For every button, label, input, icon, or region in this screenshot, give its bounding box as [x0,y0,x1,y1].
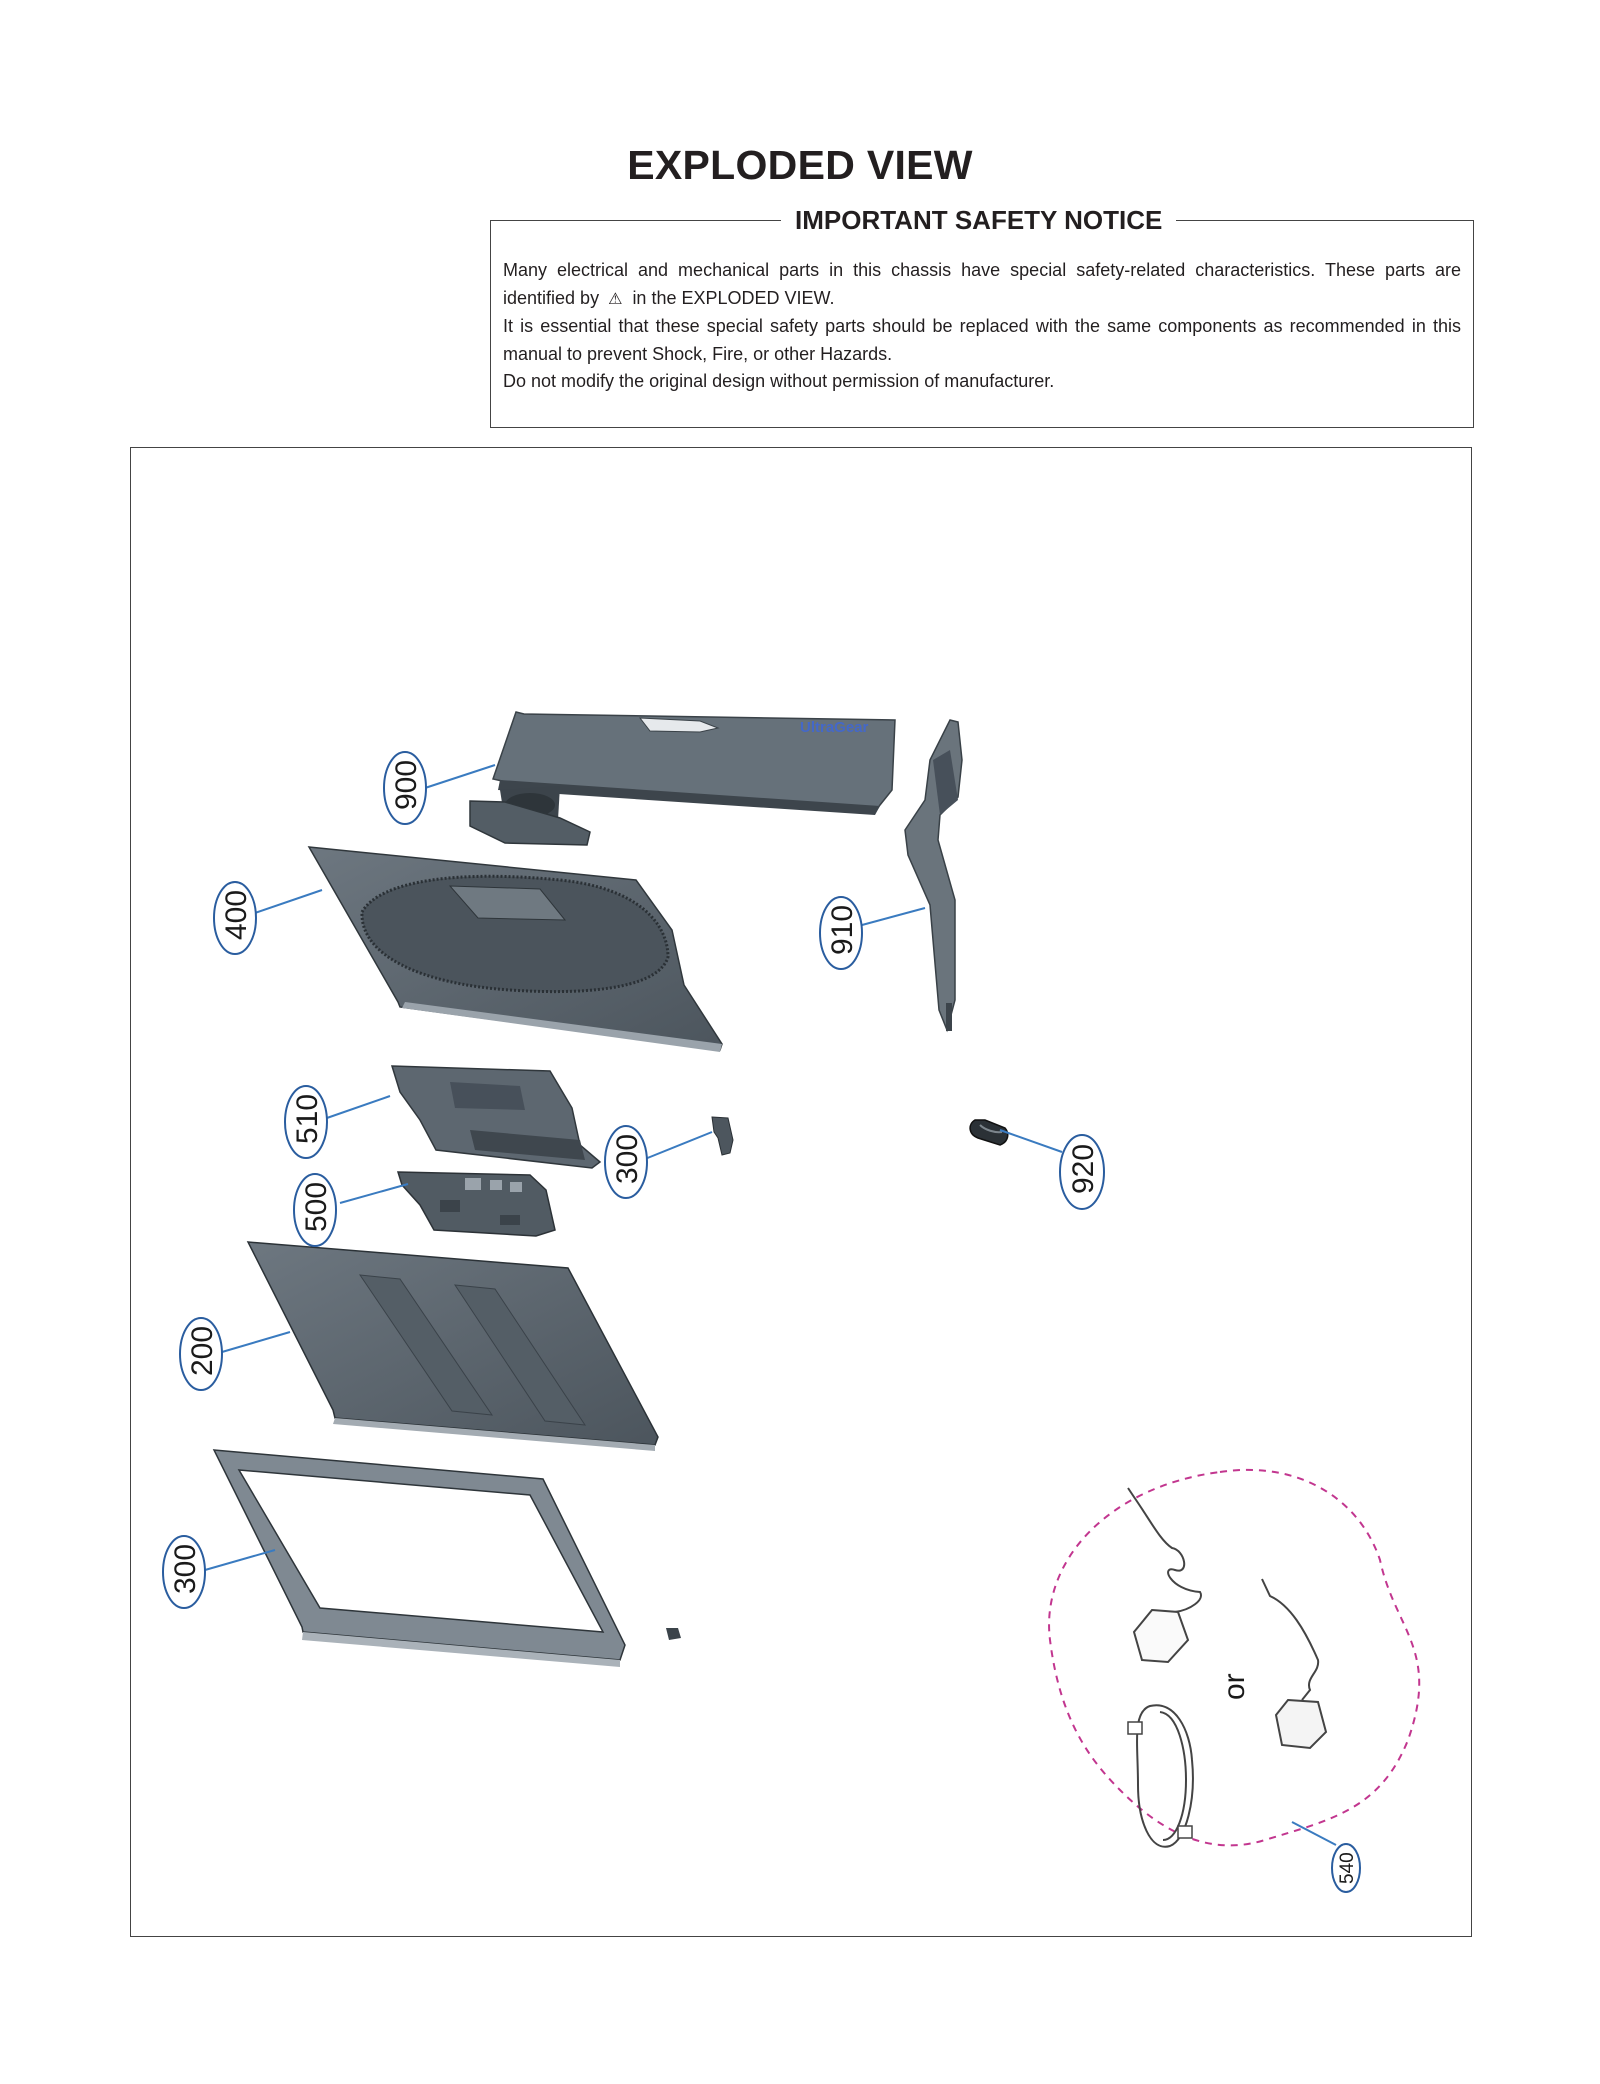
page-title: EXPLODED VIEW [627,142,973,188]
part-label-910: 910 [826,904,859,955]
warning-triangle-icon: ⚠ [608,290,623,308]
control-button-part [712,1117,733,1155]
part-label-500: 500 [300,1181,333,1232]
stand-base-part [470,712,895,845]
part-label-900: 900 [390,759,423,810]
part-label-300-bezel: 300 [169,1543,202,1594]
notice-paragraph-2: It is essential that these special safety parts should be replaced with the same components as recommended in this manual to prevent Shock, Fire, or other Hazards. [503,316,1461,364]
back-cover-part [309,847,722,1052]
notice-paragraph-3: Do not modify the original design without permission of manufacturer. [503,371,1055,391]
part-label-540: 540 [1337,1852,1358,1884]
notice-line-1-end: in the EXPLODED VIEW. [632,287,835,308]
display-panel-part [248,1242,658,1451]
shield-part [392,1066,600,1168]
stand-neck-part [905,720,962,1031]
part-label-200: 200 [186,1325,219,1376]
part-label-400: 400 [220,889,253,940]
adapter-or-text: or [1218,1673,1251,1700]
front-bezel-part [214,1450,681,1667]
part-label-510: 510 [291,1093,324,1144]
part-label-920: 920 [1067,1143,1100,1194]
safety-notice-title: IMPORTANT SAFETY NOTICE [781,205,1176,235]
power-adapter-options [1049,1470,1419,1847]
notice-line-1: Many electrical and mechanical parts in this chassis have special safety-related characteristics. These parts are identified by [503,260,1461,308]
part-label-300-button: 300 [611,1133,644,1184]
cable-clip-part [970,1120,1008,1145]
stand-logo: UltraGear [800,719,869,736]
main-board-part [398,1172,555,1236]
